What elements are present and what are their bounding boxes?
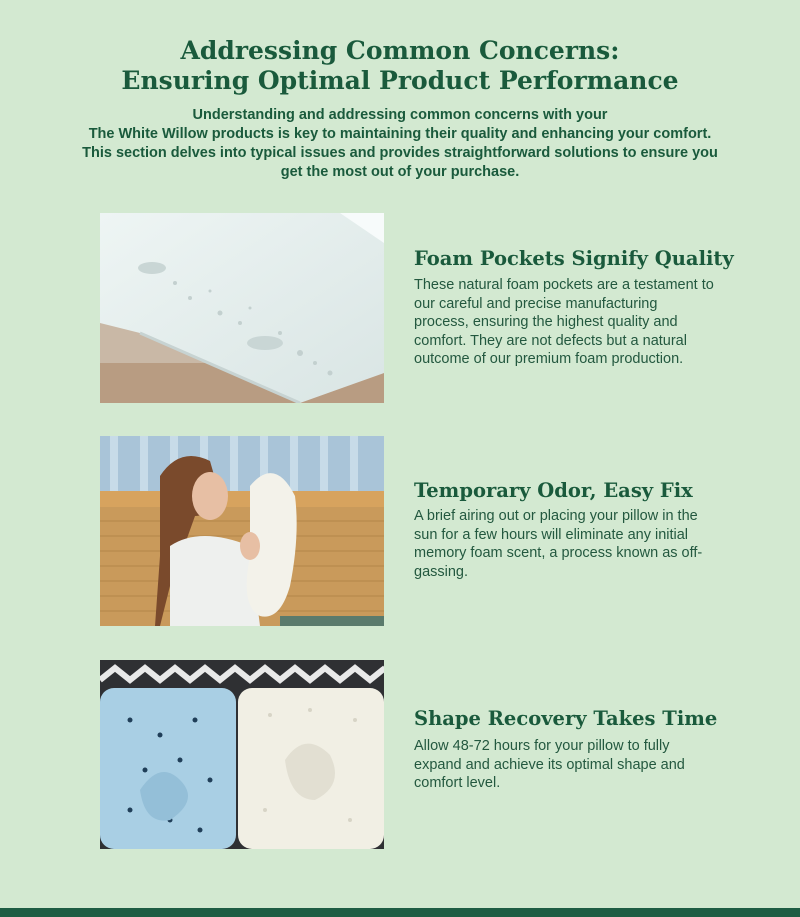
foam-pockets-heading: Foam Pockets Signify Quality — [414, 247, 734, 270]
intro-line-2: The White Willow products is key to maintaining their quality and enhancing your comfort. — [88, 126, 712, 142]
page-title-line-2: Ensuring Optimal Product Performance — [121, 66, 679, 95]
page-title-line-1: Addressing Common Concerns: — [180, 36, 620, 65]
foam-pockets-image — [100, 213, 384, 403]
odor-heading: Temporary Odor, Easy Fix — [414, 479, 693, 502]
intro-line-3: This section delves into typical issues and provides straightforward solutions to ensure you — [82, 145, 718, 161]
page-title — [0, 36, 800, 96]
shape-recovery-heading: Shape Recovery Takes Time — [414, 707, 718, 730]
shape-recovery-image — [100, 660, 384, 849]
odor-image — [100, 436, 384, 626]
intro-paragraph — [40, 106, 760, 182]
intro-line-4: get the most out of your purchase. — [280, 164, 520, 180]
shape-recovery-text: Allow 48-72 hours for your pillow to fully expand and achieve its optimal shape and comfort level. — [414, 738, 685, 791]
foam-pockets-text: These natural foam pockets are a testament to our careful and precise manufacturing process, ensuring the highest quality and comfort. They are not defects but a natural outcome of our premium foam production. — [414, 277, 714, 367]
bottom-bar — [0, 908, 800, 917]
intro-line-1: Understanding and addressing common concerns with your — [192, 107, 608, 123]
odor-text: A brief airing out or placing your pillow in the sun for a few hours will eliminate any initial memory foam scent, a process known as off-gassing. — [414, 508, 703, 580]
